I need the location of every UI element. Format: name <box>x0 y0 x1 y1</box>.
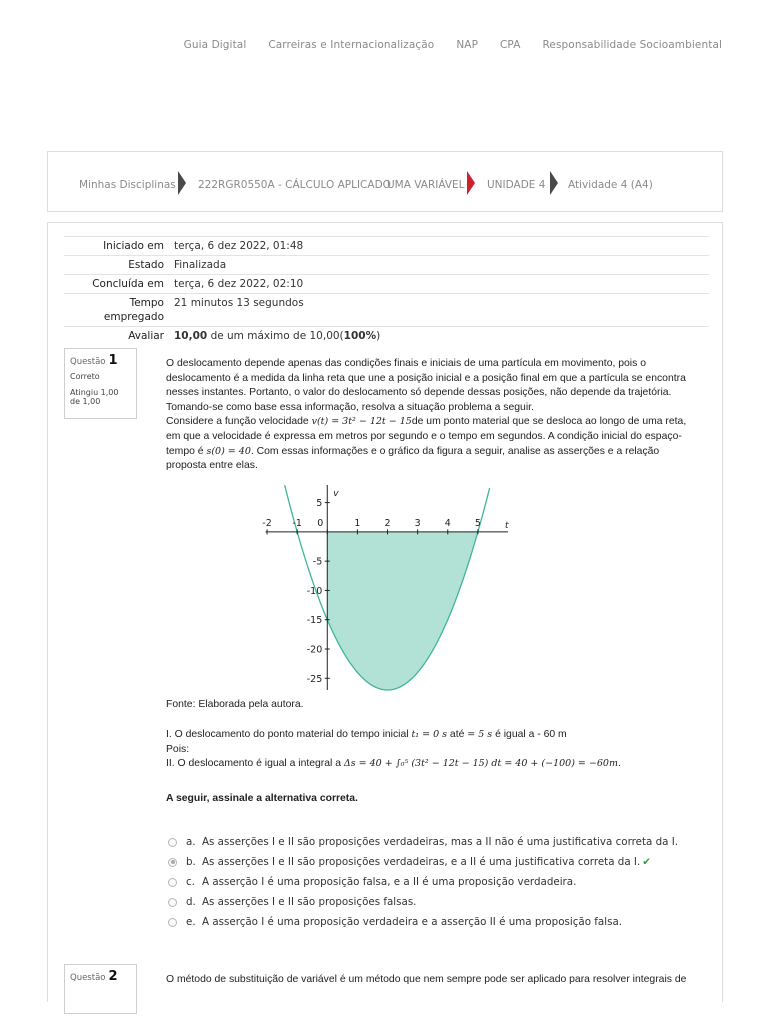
option-letter: a. <box>186 836 196 848</box>
option-text: As asserções I e II são proposições verdadeiras, e a II é uma justificativa correta da I. <box>202 856 641 868</box>
answer-option-a[interactable] <box>168 832 678 852</box>
question-1-info <box>64 348 137 419</box>
x-tick-label: 5 <box>474 517 481 529</box>
pois-text: Pois: <box>166 743 190 755</box>
velocity-graph <box>258 485 508 690</box>
instruction-text: A seguir, assinale a alternativa correta. <box>166 793 358 804</box>
answer-option-c[interactable] <box>168 872 678 892</box>
assertion-2 <box>166 757 700 772</box>
checkmark-icon: ✔ <box>642 856 651 868</box>
time-value: 21 minutos 13 segundos <box>174 297 304 309</box>
text-fragment: de um ponto material que se desloca ao longo de uma reta, em que a velocidade é expressa em metros por segundo e o tempo em segundos. A condição inicial do espaço-tempo é <box>166 416 687 457</box>
text-fragment: Considere a função velocidade <box>166 416 312 428</box>
question-mark: Atingiu 1,00 de 1,00 <box>70 388 119 406</box>
option-text: A asserção I é uma proposição verdadeira e a asserção II é uma proposição falsa. <box>202 916 623 928</box>
text-fragment: até <box>447 729 468 740</box>
nav-link-cpa[interactable]: CPA <box>500 39 521 51</box>
breadcrumb-course[interactable]: 222RGR0550A - CÁLCULO APLICADO <box>198 179 391 191</box>
y-tick-label: -10 <box>306 585 323 597</box>
completed-label: Concluída em <box>92 278 164 290</box>
x-axis-label: t <box>505 520 509 531</box>
quiz-review-panel <box>47 222 723 1002</box>
radio-icon[interactable] <box>168 898 177 907</box>
answer-option-e[interactable] <box>168 912 678 932</box>
shaded-area <box>327 532 478 690</box>
question-number: 1 <box>108 353 118 368</box>
option-text: A asserção I é uma proposição falsa, e a II é uma proposição verdadeira. <box>202 876 577 888</box>
breadcrumb-variavel[interactable]: UMA VARIÁVEL <box>387 179 465 191</box>
x-tick-label: 2 <box>384 517 391 529</box>
state-label: Estado <box>128 259 164 271</box>
grade-rest: de um máximo de 10,00( <box>210 330 344 342</box>
x-tick-label: 3 <box>414 517 421 529</box>
breadcrumb-separator-icon <box>467 171 475 195</box>
initial-condition-formula: s(0) = 40 <box>206 445 251 457</box>
nav-link-guia-digital[interactable]: Guia Digital <box>183 39 247 51</box>
grade-percent: 100% <box>343 330 377 342</box>
question-label: Questão <box>70 973 106 983</box>
grade-close: ) <box>376 330 381 342</box>
grade-score: 10,00 <box>174 330 208 342</box>
time-formula: t₁ = 0 s <box>411 729 448 740</box>
breadcrumb-separator-icon <box>178 171 186 195</box>
breadcrumb-minhas-disciplinas[interactable]: Minhas Disciplinas <box>79 179 176 191</box>
radio-selected-icon[interactable] <box>168 858 177 867</box>
nav-link-responsabilidade[interactable]: Responsabilidade Socioambiental <box>542 39 722 51</box>
completed-value: terça, 6 dez 2022, 02:10 <box>174 278 304 290</box>
time-label <box>64 294 164 326</box>
nav-link-carreiras[interactable]: Carreiras e Internacionalização <box>268 39 435 51</box>
option-letter: e. <box>186 916 196 928</box>
assertion-1 <box>166 728 700 743</box>
y-tick-label: -5 <box>312 556 323 568</box>
started-label: Iniciado em <box>103 240 164 252</box>
question-paragraph: O deslocamento depende apenas das condições finais e iniciais de uma partícula em movimento, pois o deslocamento é a medida da linha reta que une a posição inicial e a posição final em que a partícula se encontra nesses instantes. Portanto, o valor do deslocamento só depende dessas posições, não depende da trajetória. Tomando-se como base essa informação, resolva a situação problema a seguir. <box>166 358 686 413</box>
option-text: As asserções I e II são proposições verdadeiras, mas a II não é uma justificativa correta da I. <box>202 836 679 848</box>
radio-icon[interactable] <box>168 878 177 887</box>
option-letter: c. <box>186 876 195 888</box>
text-fragment: é igual a - 60 m <box>492 729 567 740</box>
y-tick-label: -25 <box>306 673 323 685</box>
y-axis-label: v <box>333 489 339 499</box>
time-label-line1: Tempo <box>129 297 164 309</box>
started-value: terça, 6 dez 2022, 01:48 <box>174 240 304 252</box>
text-fragment: II. O deslocamento é igual a integral a <box>166 758 344 770</box>
question-status: Correto <box>70 372 100 381</box>
radio-icon[interactable] <box>168 838 177 847</box>
question-number: 2 <box>108 969 118 984</box>
time-label-line2: empregado <box>103 311 164 323</box>
question-paragraph <box>166 415 700 473</box>
breadcrumb-separator-icon <box>550 171 558 195</box>
figure-source: Fonte: Elaborada pela autora. <box>166 699 304 710</box>
grade-label: Avaliar <box>128 330 164 342</box>
question-2-text: O método de substituição de variável é um método que nem sempre pode ser aplicado para resolver integrais de <box>166 974 687 985</box>
velocity-formula: v(t) = 3t² − 12t − 15 <box>311 416 412 428</box>
text-fragment: I. O deslocamento do ponto material do tempo inicial <box>166 729 412 740</box>
y-tick-label: -20 <box>306 644 323 656</box>
option-letter: d. <box>186 896 196 908</box>
state-value: Finalizada <box>174 259 227 271</box>
x-tick-label: 0 <box>317 517 324 529</box>
x-tick-label: -2 <box>262 517 272 529</box>
question-2-info <box>64 964 137 1014</box>
option-letter: b. <box>186 856 196 868</box>
question-label: Questão <box>70 357 106 367</box>
answer-option-d[interactable] <box>168 892 678 912</box>
option-text: As asserções I e II são proposições falsas. <box>202 896 417 908</box>
x-tick-label: 4 <box>444 517 451 529</box>
breadcrumb-atividade[interactable]: Atividade 4 (A4) <box>568 179 653 191</box>
question-1-text <box>166 357 700 474</box>
nav-link-nap[interactable]: NAP <box>456 39 478 51</box>
grade-value <box>164 327 380 345</box>
text-fragment: . Com essas informações e o gráfico da figura a seguir, analise as asserções e a relação proposta entre elas. <box>166 445 660 472</box>
top-navigation <box>184 39 722 51</box>
y-tick-label: 5 <box>316 498 323 510</box>
y-tick-label: -15 <box>306 615 323 627</box>
attempt-summary-table <box>64 236 709 345</box>
breadcrumb <box>47 151 723 212</box>
x-tick-label: 1 <box>354 517 361 529</box>
breadcrumb-unidade[interactable]: UNIDADE 4 <box>487 179 546 191</box>
answer-options <box>168 832 678 932</box>
x-tick-label: -1 <box>292 517 302 529</box>
time-formula: = 5 s <box>467 729 493 740</box>
radio-icon[interactable] <box>168 918 177 927</box>
answer-option-b[interactable] <box>168 852 678 872</box>
assertions <box>166 728 700 772</box>
integral-formula: Δs = 40 + ∫₀⁵ (3t² − 12t − 15) dt = 40 + (−100) = −60m. <box>343 758 621 770</box>
